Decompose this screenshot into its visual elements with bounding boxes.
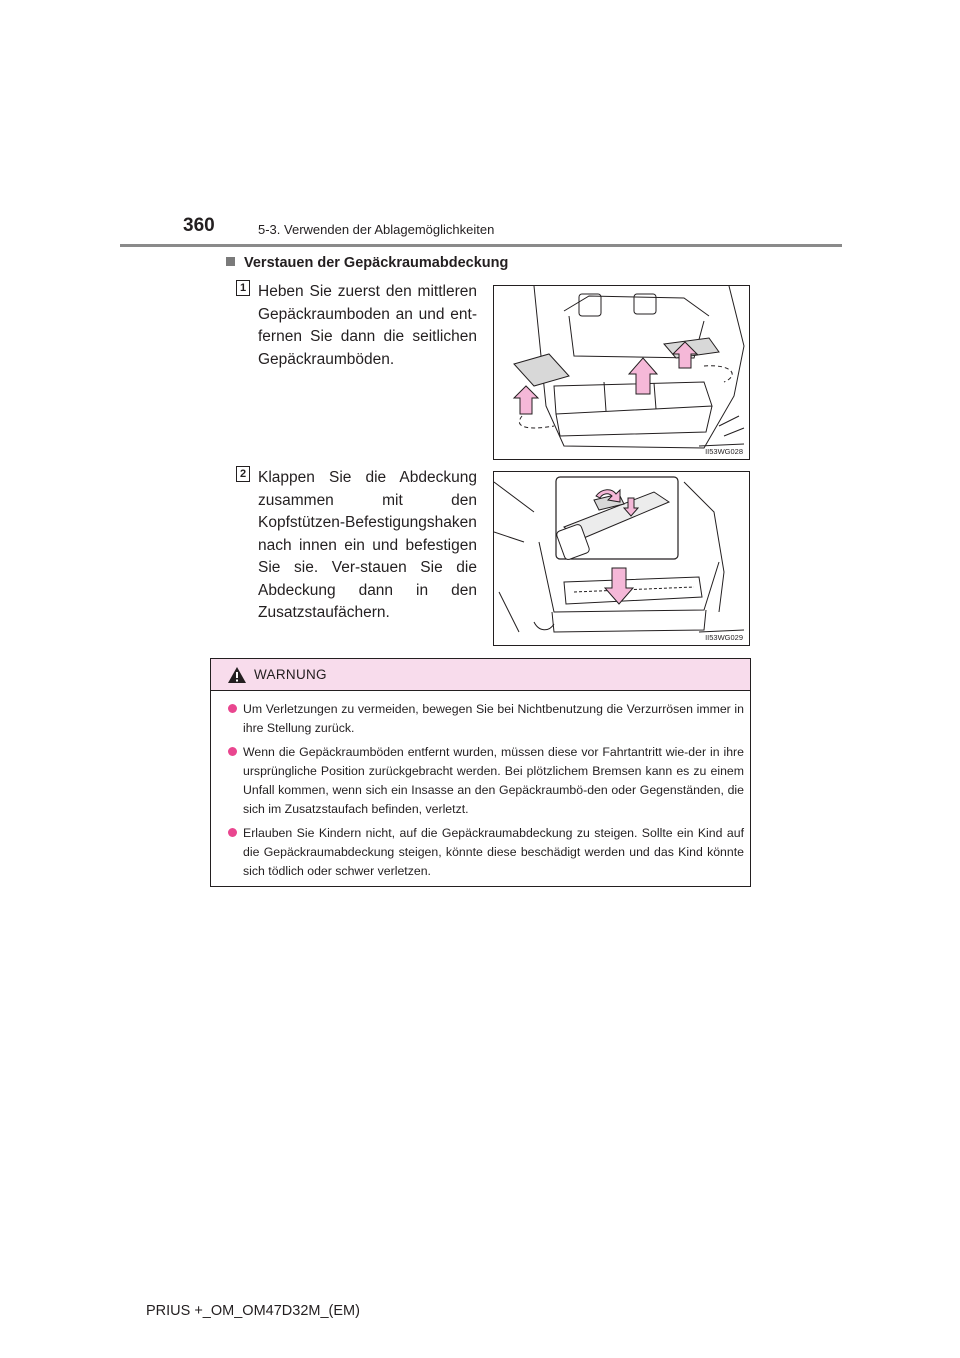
arrow-up-icon	[629, 358, 657, 394]
page-number: 360	[183, 215, 215, 236]
warning-triangle-icon	[227, 666, 247, 684]
arrow-down-icon	[605, 568, 633, 604]
step-1-badge: 1	[236, 280, 250, 296]
step-2-badge: 2	[236, 466, 250, 482]
figure-code: II53WG028	[705, 447, 743, 456]
figure-code: II53WG029	[705, 633, 743, 642]
arrow-up-icon	[514, 386, 538, 414]
footer-document-id: PRIUS +_OM_OM47D32M_(EM)	[146, 1303, 360, 1319]
section-title: 5-3. Verwenden der Ablagemöglichkeiten	[258, 222, 495, 237]
warning-item-text: Um Verletzungen zu vermeiden, bewegen Sie bei Nichtbenutzung die Verzurrösen immer in ihre Stellung zurück.	[243, 702, 744, 735]
cargo-cover-stowage-illustration	[494, 472, 749, 645]
header-rule	[120, 244, 842, 247]
bullet-dot-icon	[228, 828, 237, 837]
figure-step-1	[493, 285, 750, 460]
trunk-floor-illustration	[494, 286, 749, 459]
warning-header	[211, 659, 750, 691]
step-1-text: Heben Sie zuerst den mittleren Gepäckraumboden an und ent-fernen Sie dann die seitlichen Gepäckraumböden.	[258, 283, 477, 368]
warning-item	[228, 700, 744, 738]
bullet-dot-icon	[228, 704, 237, 713]
figure-step-2	[493, 471, 750, 646]
warning-item-text: Erlauben Sie Kindern nicht, auf die Gepäckraumabdeckung zu steigen. Sollte ein Kind auf die Gepäckraumabdeckung steigen, könnte diese beschädigt werden und das Kind könnte sich tödlich oder schwer verletzen.	[243, 826, 744, 878]
warning-box	[210, 658, 751, 887]
warning-item-text: Wenn die Gepäckraumböden entfernt wurden, müssen diese vor Fahrtantritt wie-der in ihre ursprüngliche Position zurückgebracht werden. Bei plötzlichem Bremsen kann es zu einem Unfall kommen, wenn sich ein Insasse an den Gepäckraumbö-den oder Gegenständen, die sich im Zusatzstaufach befinden, verletzt.	[243, 745, 744, 816]
warning-title: WARNUNG	[254, 667, 327, 682]
subheading	[226, 255, 508, 271]
bullet-dot-icon	[228, 747, 237, 756]
subheading-text: Verstauen der Gepäckraumabdeckung	[244, 255, 509, 271]
step-2-text: Klappen Sie die Abdeckung zusammen mit den Kopfstützen-Befestigungshaken nach innen ein und befestigen Sie sie. Ver-stauen Sie die Abdeckung dann in den Zusatzstaufächern.	[258, 469, 477, 621]
warning-item	[228, 824, 744, 881]
warning-list	[228, 700, 744, 886]
square-bullet-icon	[226, 257, 235, 266]
warning-item	[228, 743, 744, 819]
